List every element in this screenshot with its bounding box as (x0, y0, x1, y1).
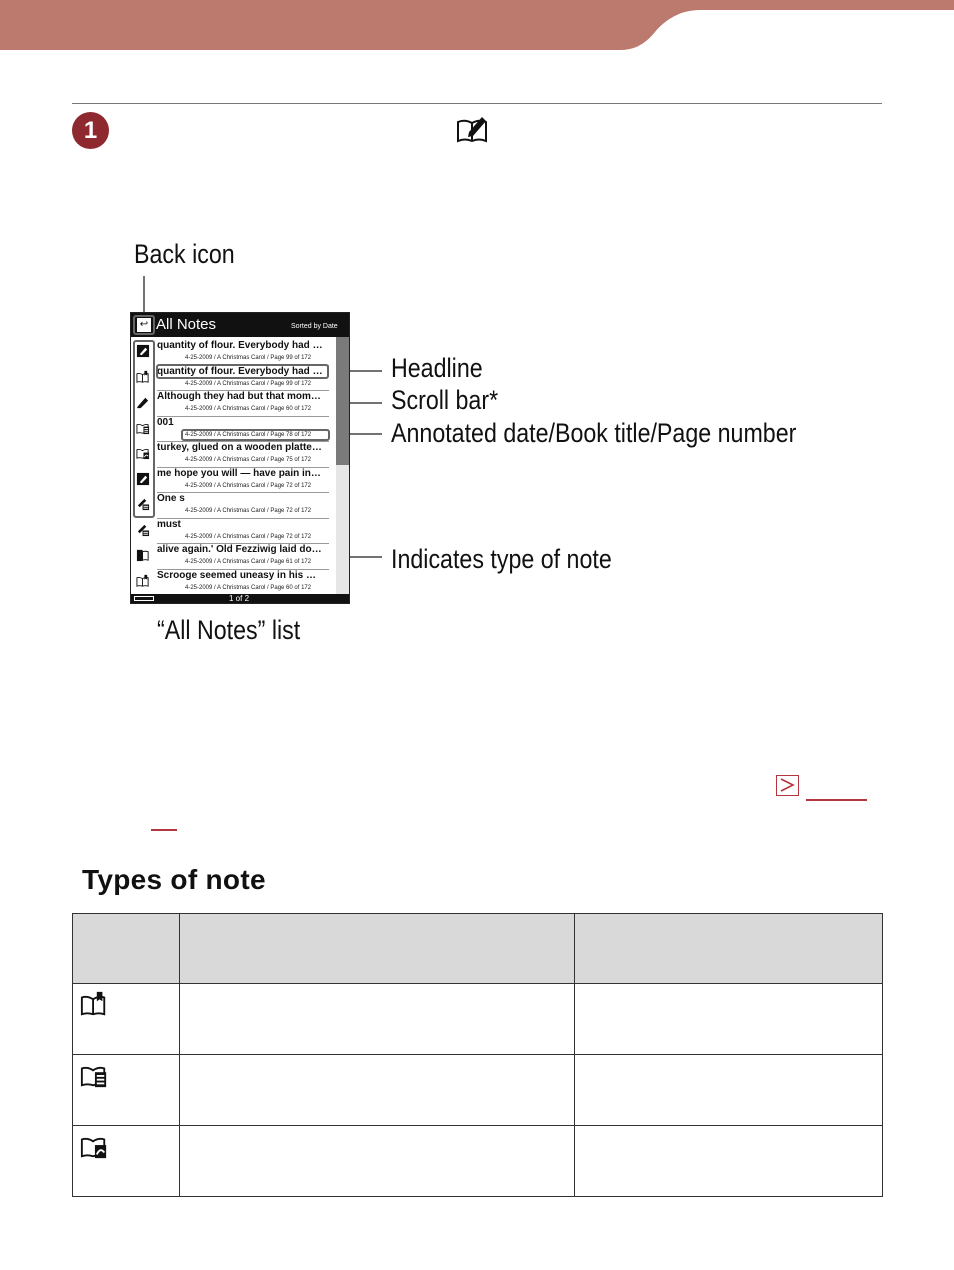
note-headline: me hope you will — have pain in… (157, 467, 321, 479)
note-meta: 4-25-2009 / A Christmas Carol / Page 75 of 172 (185, 457, 312, 463)
note-meta: 4-25-2009 / A Christmas Carol / Page 72 of 172 (185, 533, 312, 540)
note-list-item[interactable] (131, 391, 336, 417)
note-headline: 001 (157, 416, 174, 428)
note-meta: 4-25-2009 / A Christmas Carol / Page 78 of 172 (185, 431, 312, 438)
battery-icon (134, 596, 154, 601)
book-marker-icon (136, 548, 150, 562)
note-headline: Although they had but that mom… (157, 391, 321, 402)
device-title: All Notes (156, 316, 217, 333)
table-cell (180, 1126, 575, 1197)
back-icon-highlight (133, 315, 155, 335)
table-cell (575, 1055, 883, 1126)
note-type-icon-cell (73, 1055, 180, 1126)
reader-device-screen (130, 312, 350, 604)
note-headline: turkey, glued on a wooden platte… (157, 442, 322, 453)
table-row (73, 1126, 883, 1197)
table-header-cell (73, 914, 180, 984)
table-cell (180, 1055, 575, 1126)
note-meta: 4-25-2009 / A Christmas Carol / Page 72 of 172 (185, 482, 312, 489)
reference-link-underline[interactable] (806, 799, 867, 801)
note-type-icon-cell (73, 1126, 180, 1197)
note-type-icon-cell (73, 984, 180, 1055)
note-meta: 4-25-2009 / A Christmas Carol / Page 72 of 172 (185, 508, 312, 514)
table-row (73, 1055, 883, 1126)
note-list-item[interactable] (131, 442, 336, 468)
note-headline: must (157, 518, 181, 530)
page-indicator: 1 of 2 (229, 594, 250, 603)
page-reference-arrow-icon[interactable] (776, 775, 799, 796)
callout-scroll-bar: Scroll bar* (391, 385, 499, 415)
back-arrow-icon[interactable]: ↩ (136, 317, 152, 333)
note-type-highlight (133, 340, 155, 518)
table-header-cell (180, 914, 575, 984)
headline-highlight (156, 364, 329, 379)
book-bookmark-icon (79, 990, 109, 1018)
note-headline: One s (157, 493, 185, 504)
types-of-note-heading: Types of note (82, 864, 266, 895)
note-headline: alive again.' Old Fezziwig laid do… (157, 544, 322, 555)
table-cell (575, 984, 883, 1055)
table-header-row (73, 914, 883, 984)
book-text-icon (79, 1061, 109, 1089)
note-headline: quantity of flour. Everybody had … (157, 340, 323, 351)
table-header-cell (575, 914, 883, 984)
meta-highlight (181, 429, 330, 441)
note-meta: 4-25-2009 / A Christmas Carol / Page 60 of 172 (185, 584, 312, 591)
note-list-item[interactable] (131, 468, 336, 494)
note-headline: Scrooge seemed uneasy in his … (157, 569, 316, 581)
step-number-badge: 1 (72, 112, 109, 149)
note-meta: 4-25-2009 / A Christmas Carol / Page 99 of 172 (185, 380, 312, 387)
scroll-bar-thumb[interactable] (336, 337, 349, 465)
callout-headline: Headline (391, 353, 483, 383)
types-of-note-table (72, 913, 883, 1197)
reference-link-underline[interactable] (151, 829, 177, 831)
note-list-item[interactable] (131, 570, 336, 596)
note-list-item[interactable] (131, 340, 336, 366)
note-list-item[interactable] (131, 493, 336, 519)
figure-caption: “All Notes” list (157, 615, 301, 645)
device-sort-label: Sorted by Date (291, 323, 338, 330)
callout-back-icon: Back icon (134, 239, 235, 269)
note-list-item[interactable] (131, 544, 336, 570)
table-row (73, 984, 883, 1055)
book-handwriting-icon (79, 1132, 109, 1160)
callout-annotated-info: Annotated date/Book title/Page number (391, 418, 797, 448)
note-meta: 4-25-2009 / A Christmas Carol / Page 60 of 172 (185, 406, 312, 412)
note-meta: 4-25-2009 / A Christmas Carol / Page 99 of 172 (185, 355, 312, 361)
pencil-doc-icon (136, 523, 150, 537)
note-headline: quantity of flour. Everybody had … (157, 365, 323, 377)
note-list-item[interactable] (131, 519, 336, 545)
table-cell (575, 1126, 883, 1197)
table-cell (180, 984, 575, 1055)
book-bookmark-icon (136, 574, 150, 588)
note-meta: 4-25-2009 / A Christmas Carol / Page 61 of 172 (185, 559, 312, 565)
callout-type-of-note: Indicates type of note (391, 544, 612, 574)
